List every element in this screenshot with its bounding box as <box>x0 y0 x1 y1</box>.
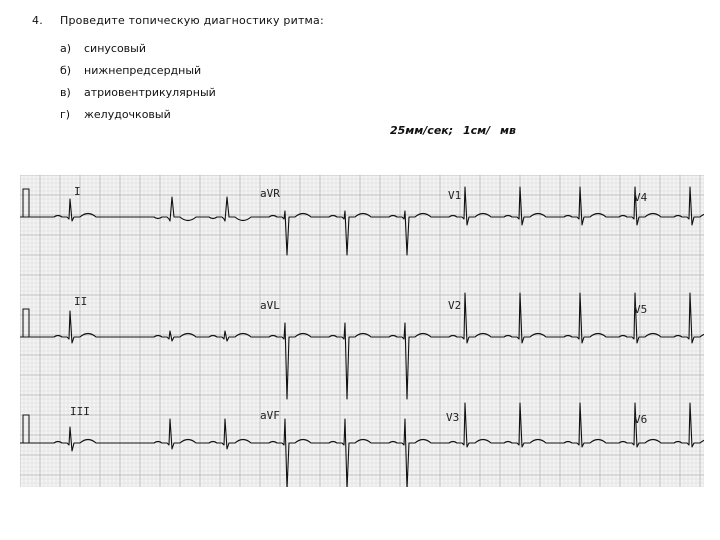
option-b <box>60 64 216 86</box>
lead-label: V1 <box>448 189 462 202</box>
lead-label: III <box>70 405 90 418</box>
option-d <box>60 108 216 130</box>
option-letter: в) <box>60 86 71 99</box>
option-c <box>60 86 216 108</box>
option-letter: г) <box>60 108 71 121</box>
option-letter: а) <box>60 42 72 55</box>
option-label: нижнепредсердный <box>84 64 202 77</box>
lead-label: aVL <box>260 299 280 312</box>
lead-label: I <box>74 185 81 198</box>
ecg-strip <box>20 175 704 487</box>
answer-options <box>60 42 216 130</box>
lead-label: aVF <box>260 409 280 422</box>
lead-label: V5 <box>634 303 648 316</box>
scale-note: 25мм/сек; 1см/ мв <box>390 124 516 137</box>
lead-label: V2 <box>448 299 462 312</box>
option-label: атриовентрикулярный <box>84 86 216 99</box>
option-a <box>60 42 216 64</box>
lead-label: aVR <box>260 187 280 200</box>
lead-label: II <box>74 295 88 308</box>
option-label: желудочковый <box>84 108 171 121</box>
ecg-tracing-image <box>20 175 704 487</box>
question-text: Проведите топическую диагностику ритма: <box>60 14 324 27</box>
lead-label: V3 <box>446 411 460 424</box>
lead-label: V6 <box>634 413 648 426</box>
lead-label: V4 <box>634 191 648 204</box>
option-letter: б) <box>60 64 72 77</box>
option-label: синусовый <box>84 42 146 55</box>
question-number: 4. <box>32 14 43 27</box>
question <box>32 14 324 27</box>
